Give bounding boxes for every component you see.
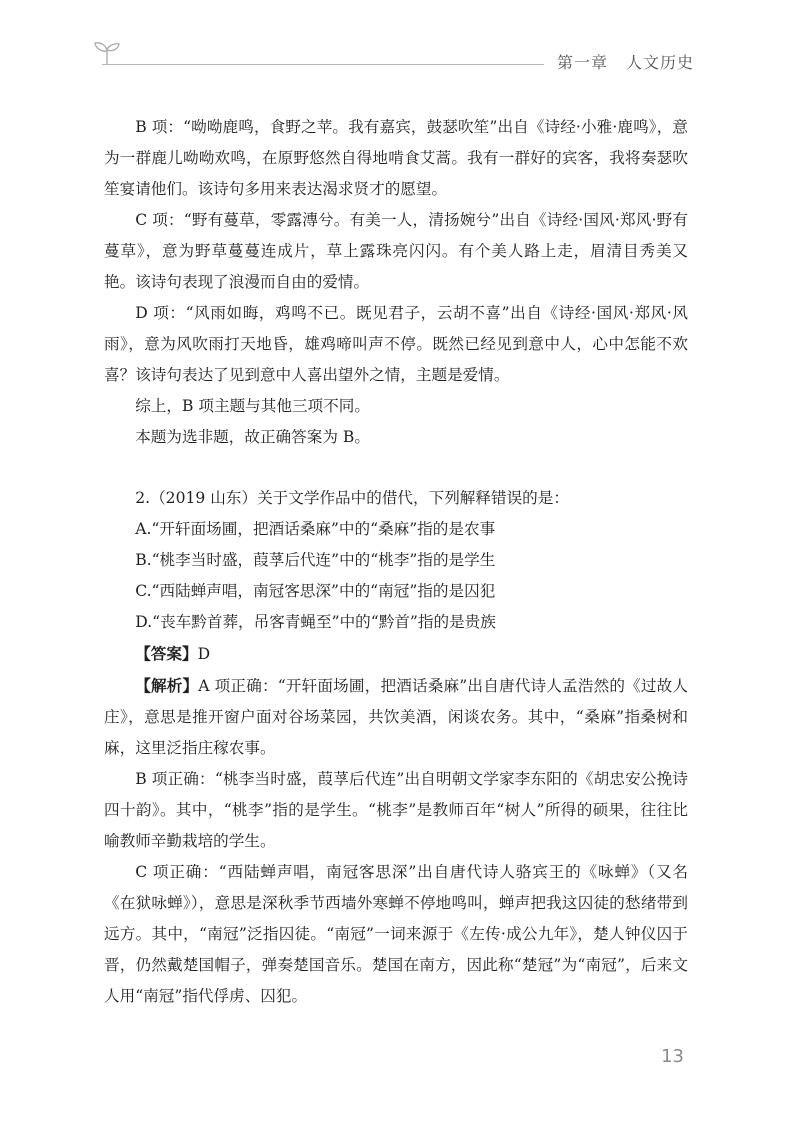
chapter-heading xyxy=(557,50,694,73)
answer-line xyxy=(104,638,688,670)
option-c: C.“西陆蝉声唱，南冠客思深”中的“南冠”指的是囚犯 xyxy=(135,582,496,600)
question-stem: 2.（2019 山东）关于文学作品中的借代，下列解释错误的是： xyxy=(135,489,569,507)
analysis-c: C 项正确：“西陆蝉声唱，南冠客思深”出自唐代诗人骆宾王的《咏蝉》（又名《在狱咏蝉》），意思是深秋季节西墙外寒蝉不停地鸣叫，蝉声把我这囚徒的愁绪带到远方。其中，“南冠”泛指囚徒。“南冠”一词来源于《左传·成公九年》，楚人钟仪囚于晋，仍然戴楚国帽子，弹奏楚国音乐。楚国在南方，因此称“楚冠”为“南冠”，后来文人用“南冠”指代俘虏、囚犯。 xyxy=(104,863,688,1005)
paragraph-c: C 项：“野有蔓草，零露漙兮。有美一人，清扬婉兮”出自《诗经·国风·郑风·野有蔓草》，意为野草蔓蔓连成片，草上露珠亮闪闪。有个美人路上走，眉清目秀美又艳。该诗句表现了浪漫而自由的爱情。 xyxy=(104,211,688,291)
chapter-number: 第一章 xyxy=(556,53,608,72)
answer-tag: 【答案】 xyxy=(135,644,198,663)
page-number: 13 xyxy=(661,1046,684,1067)
analysis-b: B 项正确：“桃李当时盛，葭莩后代连”出自明朝文学家李东阳的《胡忠安公挽诗四十韵》。其中，“桃李”指的是学生。“桃李”是教师百年“树人”所得的硕果，往往比喻教师辛勤栽培的学生。 xyxy=(104,770,688,850)
answer-value: D xyxy=(197,645,211,663)
option-a: A.“开轩面场圃，把酒话桑麻”中的“桑麻”指的是农事 xyxy=(135,520,496,538)
paragraph-summary: 综上，B 项主题与其他三项不同。 xyxy=(135,397,370,415)
paragraph-conclusion: 本题为选非题，故正确答案为 B。 xyxy=(135,428,370,446)
header-divider xyxy=(102,64,544,65)
analysis-tag: 【解析】 xyxy=(135,676,199,695)
sprout-icon xyxy=(92,38,122,66)
chapter-title: 人文历史 xyxy=(625,53,694,72)
paragraph-d: D 项：“风雨如晦，鸡鸣不已。既见君子，云胡不喜”出自《诗经·国风·郑风·风雨》，意为风吹雨打天地昏，雄鸡啼叫声不停。既然已经见到意中人，心中怎能不欢喜？该诗句表达了见到意中人喜出望外之情，主题是爱情。 xyxy=(104,304,688,384)
analysis-a xyxy=(104,670,688,764)
option-b: B.“桃李当时盛，葭莩后代连”中的“桃李”指的是学生 xyxy=(135,551,496,569)
paragraph-b: B 项：“呦呦鹿鸣，食野之苹。我有嘉宾，鼓瑟吹笙”出自《诗经·小雅·鹿鸣》，意为一群鹿儿呦呦欢鸣，在原野悠然自得地啃食艾蒿。我有一群好的宾客，我将奏瑟吹笙宴请他们。该诗句多用来表达渴求贤才的愿望。 xyxy=(104,118,688,198)
option-d: D.“丧车黔首葬，吊客青蝇至”中的“黔首”指的是贵族 xyxy=(135,613,496,631)
analysis-a-text: A 项正确：“开轩面场圃，把酒话桑麻”出自唐代诗人孟浩然的《过故人庄》，意思是推开窗户面对谷场菜园，共饮美酒，闲谈农务。其中，“桑麻”指桑树和麻，这里泛指庄稼农事。 xyxy=(104,677,688,757)
page-header xyxy=(88,38,694,78)
page-content xyxy=(104,112,688,1012)
